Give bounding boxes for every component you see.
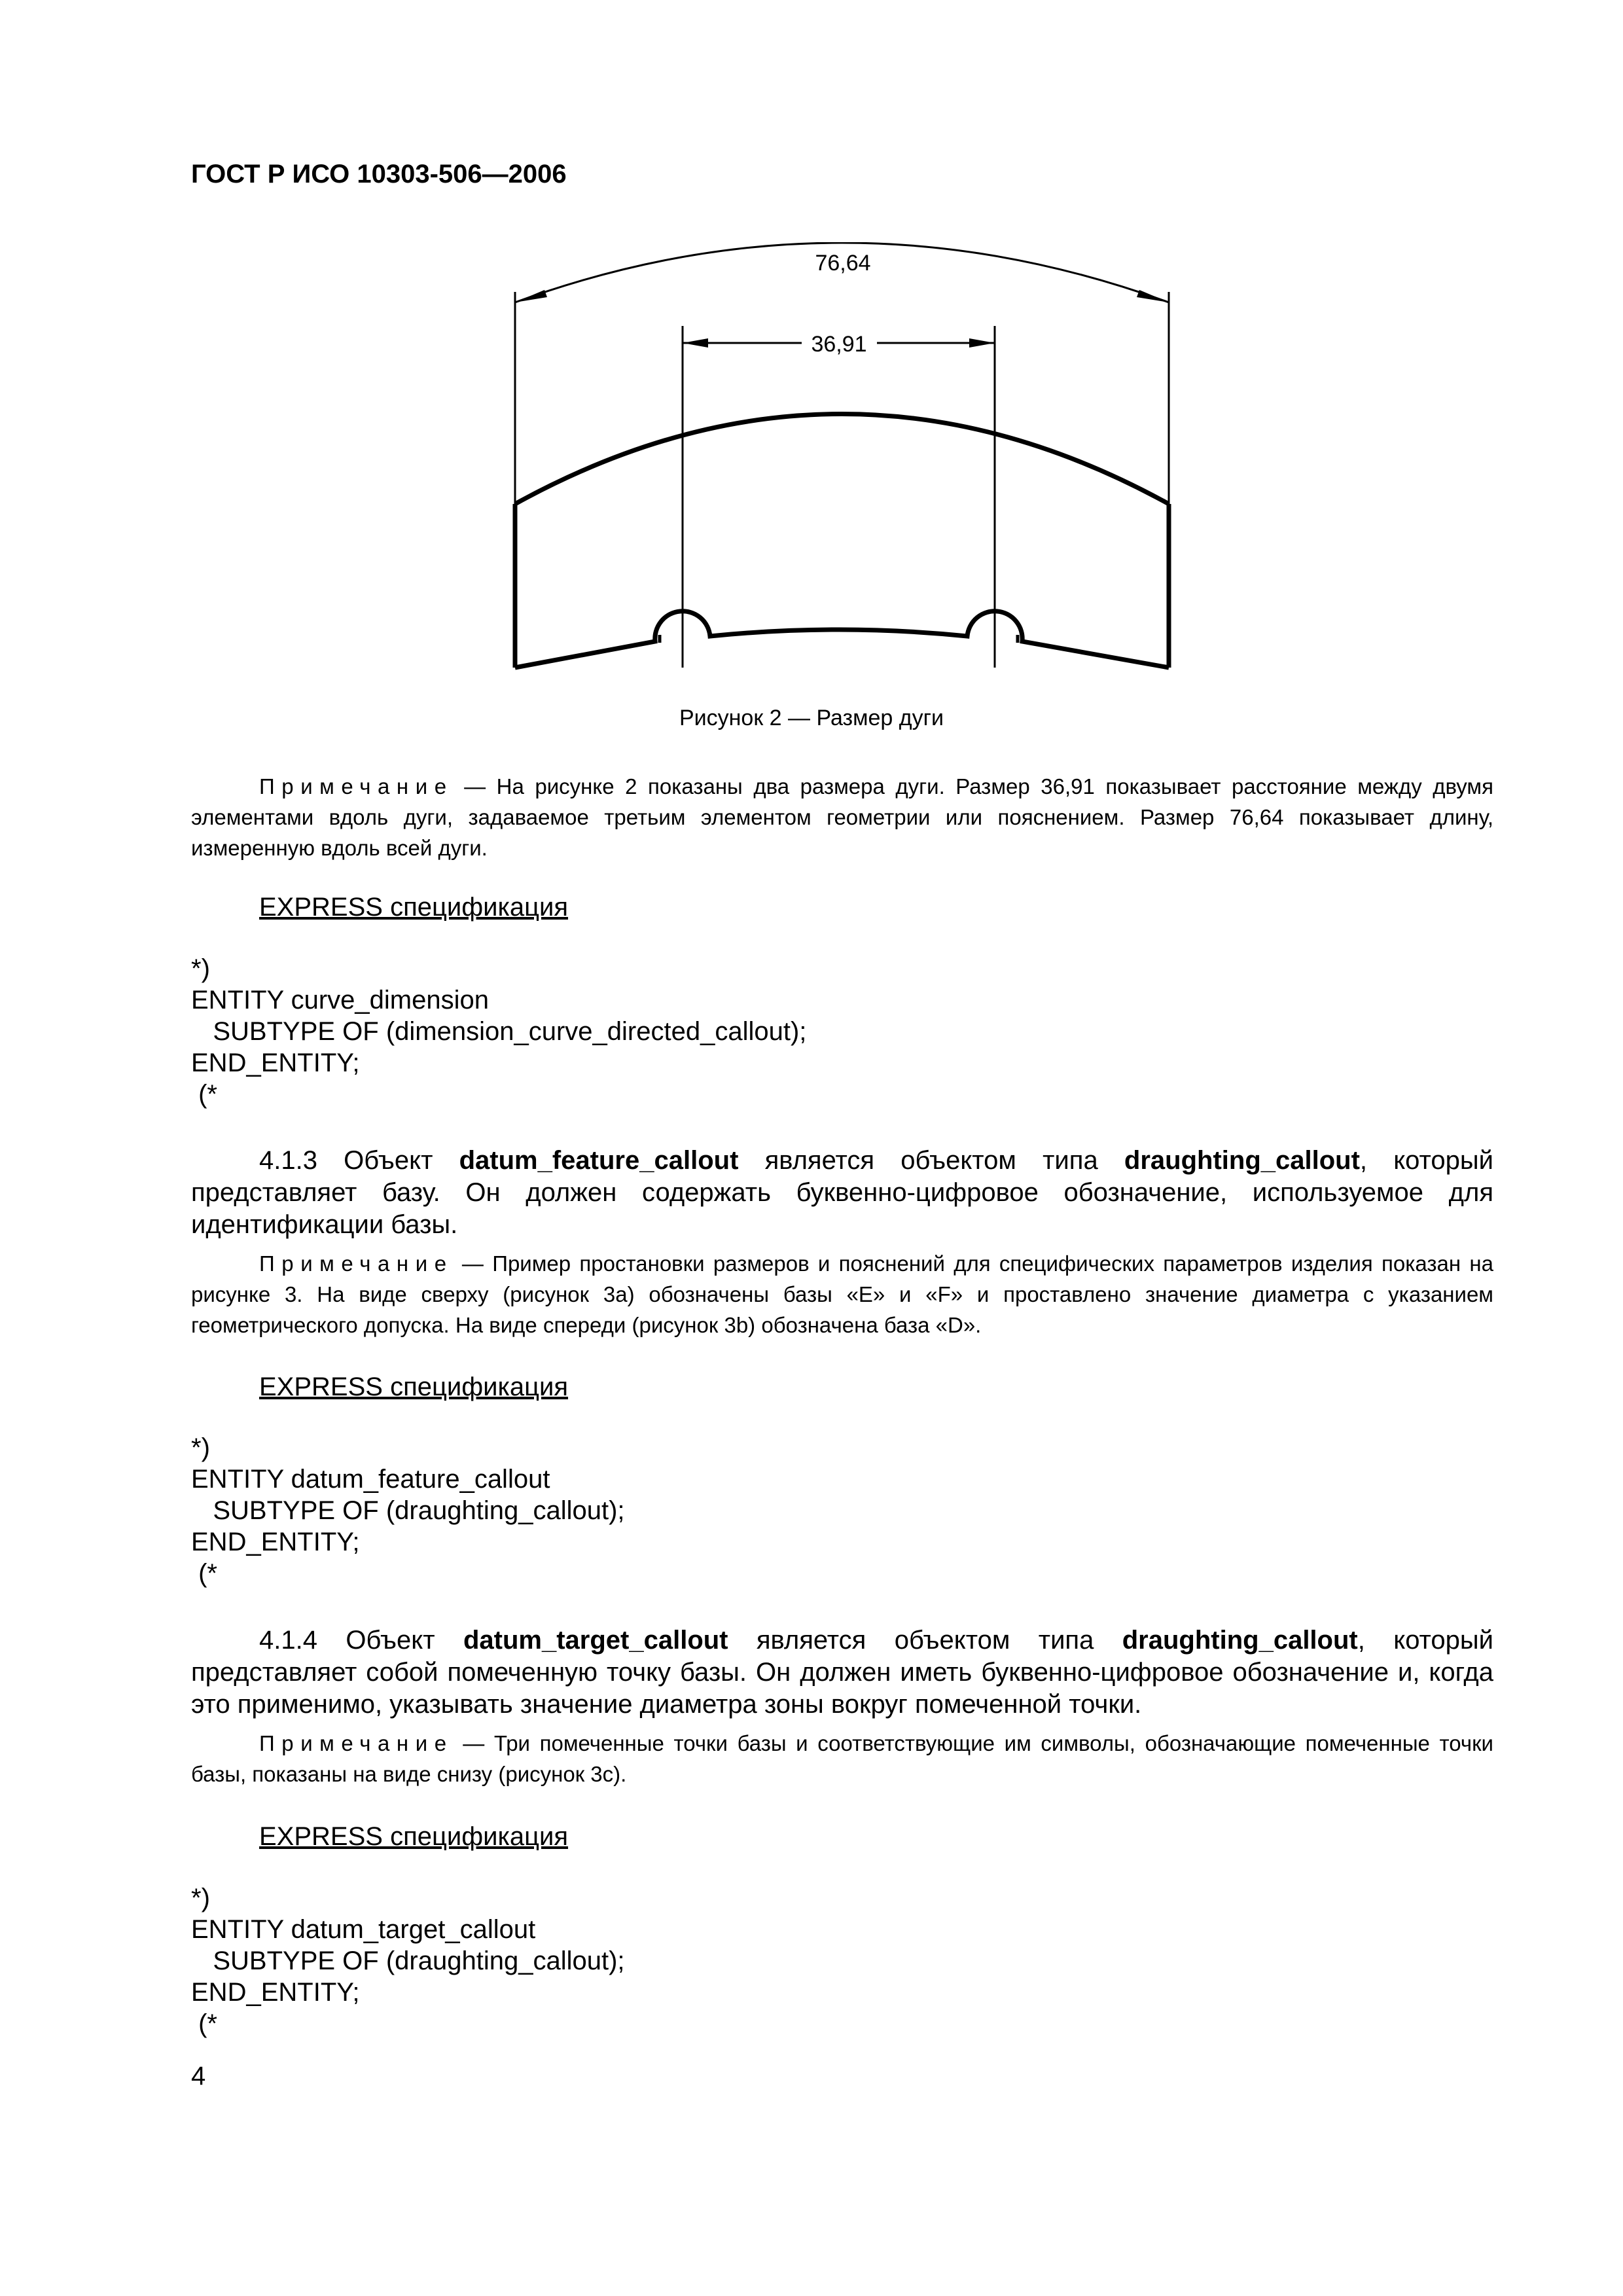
entity-name: datum_feature_callout — [459, 1146, 739, 1175]
code-line: END_ENTITY; — [191, 1049, 360, 1077]
code-line: END_ENTITY; — [191, 1978, 360, 2007]
express-heading-3: EXPRESS спецификация — [259, 1822, 569, 1851]
note-text: — На рисунке 2 показаны два размера дуги. Размер 36,91 показывает расстояние между двумя элементами вдоль дуги, задаваемое третьим элементом геометрии или пояснением. Размер 76,64 показывает длину, измеренную вдоль всей дуги. — [191, 774, 1493, 860]
code-line: (* — [191, 1080, 217, 1109]
para-text: 4.1.3 Объект — [259, 1146, 459, 1175]
express-heading-1: EXPRESS спецификация — [259, 893, 569, 922]
note-figure3 — [191, 1248, 1493, 1340]
paragraph-4-1-4 — [191, 1624, 1493, 1721]
page-number: 4 — [191, 2062, 206, 2090]
entity-type: draughting_callout — [1124, 1146, 1360, 1175]
note-text: — Пример простановки размеров и пояснений для специфических параметров изделия показан на рисунке 3. На виде сверху (рисунок 3а) обозначены базы «E» и «F» и проставлено значение диаметра с указанием геометрического допуска. На виде спереди (рисунок 3b) обозначена база «D». — [191, 1251, 1493, 1337]
code-line: ENTITY curve_dimension — [191, 986, 489, 1014]
note-text: — Три помеченные точки базы и соответствующие им символы, обозначающие помеченные точки базы, показаны на виде снизу (рисунок 3с). — [191, 1731, 1493, 1786]
figure-caption: Рисунок 2 — Размер дуги — [679, 706, 944, 730]
express-code-2 — [191, 1432, 625, 1589]
outer-arrow-right — [1137, 290, 1169, 302]
part-top-arc — [515, 414, 1169, 505]
code-line: SUBTYPE OF (dimension_curve_directed_callout); — [191, 1017, 807, 1046]
code-line: SUBTYPE OF (draughting_callout); — [191, 1946, 625, 1975]
inner-dimension-label: 36,91 — [811, 332, 867, 357]
entity-name: datum_target_callout — [463, 1626, 728, 1655]
express-code-3 — [191, 1882, 625, 2039]
express-heading-2: EXPRESS спецификация — [259, 1372, 569, 1401]
para-text: , который представляет собой помеченную точку базы. Он должен иметь буквенно-цифровое обозначение и, когда это применимо, указывать значение диаметра зоны вокруг помеченной точки. — [191, 1626, 1494, 1719]
code-line: (* — [191, 2009, 217, 2038]
arc-dimension-figure — [504, 242, 1185, 687]
document-header: ГОСТ Р ИСО 10303-506—2006 — [191, 160, 567, 188]
para-text: является объектом типа — [738, 1146, 1124, 1175]
outer-arrow-left — [515, 290, 547, 302]
entity-type: draughting_callout — [1122, 1626, 1358, 1655]
code-line: *) — [191, 1433, 210, 1462]
code-line: ENTITY datum_feature_callout — [191, 1465, 550, 1494]
note-label: Примечание — [259, 774, 454, 798]
note-label: Примечание — [259, 1251, 454, 1276]
paragraph-4-1-3 — [191, 1145, 1493, 1241]
code-line: (* — [191, 1559, 217, 1588]
code-line: END_ENTITY; — [191, 1528, 360, 1556]
inner-arrow-left — [683, 338, 708, 348]
code-line: *) — [191, 1884, 210, 1912]
code-line: ENTITY datum_target_callout — [191, 1915, 536, 1944]
para-text: , который представляет базу. Он должен содержать буквенно-цифровое обозначение, используемое для идентификации базы. — [191, 1146, 1494, 1239]
inner-arrow-right — [969, 338, 995, 348]
code-line: *) — [191, 954, 210, 983]
note-label: Примечание — [259, 1731, 454, 1755]
express-code-1 — [191, 953, 806, 1110]
part-bottom-edge — [515, 611, 1169, 668]
para-text: 4.1.4 Объект — [259, 1626, 463, 1655]
outer-dimension-label: 76,64 — [815, 251, 871, 276]
note-figure3c — [191, 1728, 1493, 1789]
code-line: SUBTYPE OF (draughting_callout); — [191, 1496, 625, 1525]
note-figure2 — [191, 771, 1493, 863]
para-text: является объектом типа — [728, 1626, 1122, 1655]
